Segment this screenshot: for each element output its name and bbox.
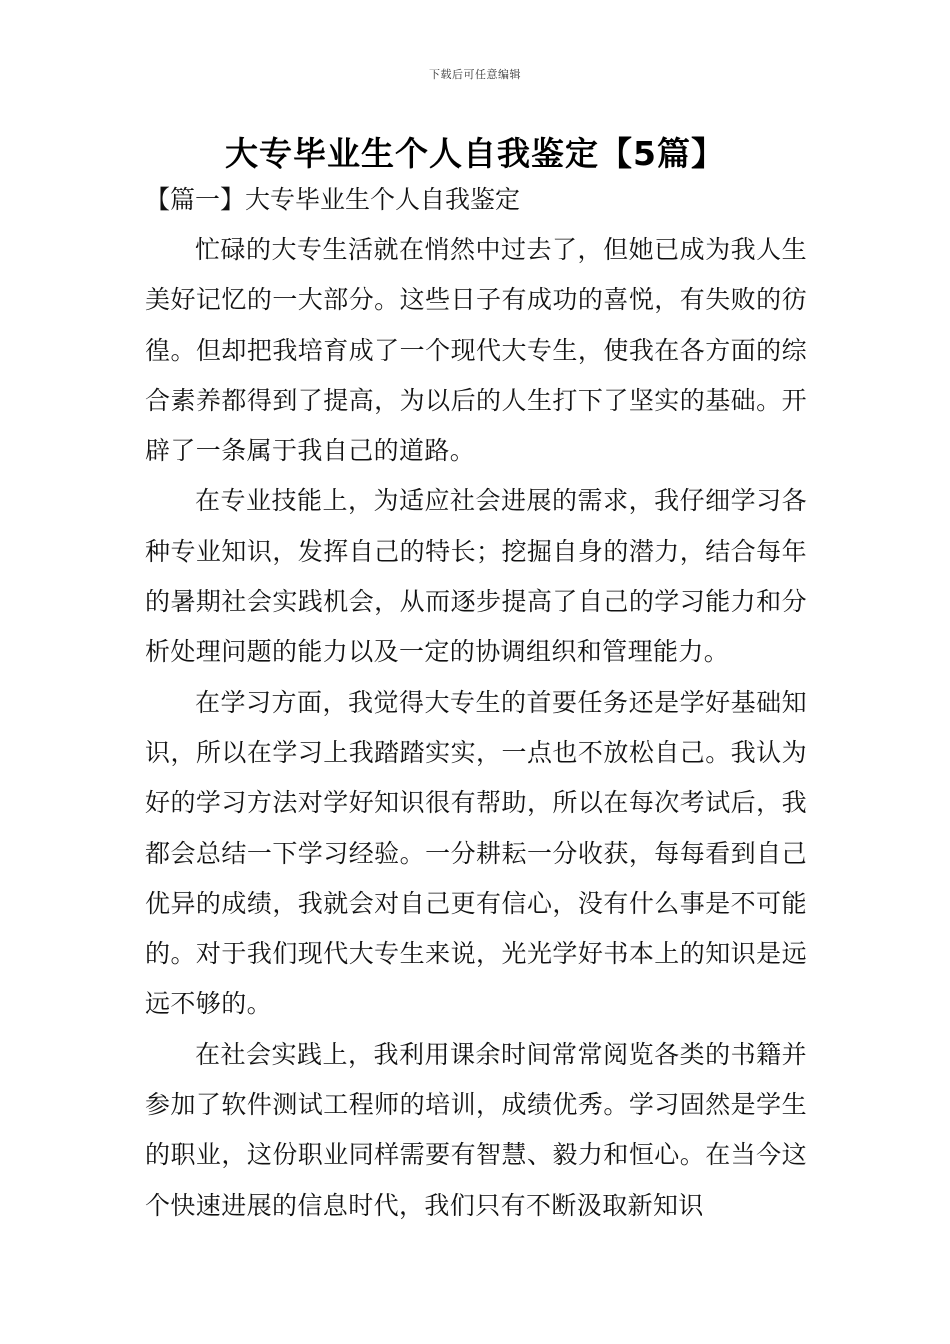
body-text (145, 225, 807, 1231)
paragraph: 在社会实践上，我利用课余时间常常阅览各类的书籍并参加了软件测试工程师的培训，成绩优秀。学习固然是学生的职业，这份职业同样需要有智慧、毅力和恒心。在当今这个快速进展的信息时代，我们只有不断汲取新知识 (145, 1039, 807, 1220)
header-note: 下载后可任意编辑 (429, 68, 521, 81)
paragraph: 在学习方面，我觉得大专生的首要任务还是学好基础知识，所以在学习上我踏踏实实，一点也不放松自己。我认为好的学习方法对学好知识很有帮助，所以在每次考试后，我都会总结一下学习经验。一分耕耘一分收获，每每看到自己优异的成绩，我就会对自己更有信心，没有什么事是不可能的。对于我们现代大专生来说，光光学好书本上的知识是远远不够的。 (145, 687, 807, 1019)
paragraph: 在专业技能上，为适应社会进展的需求，我仔细学习各种专业知识，发挥自己的特长；挖掘自身的潜力，结合每年的暑期社会实践机会，从而逐步提高了自己的学习能力和分析处理问题的能力以及一定的协调组织和管理能力。 (145, 486, 807, 667)
paragraph: 忙碌的大专生活就在悄然中过去了，但她已成为我人生美好记忆的一大部分。这些日子有成功的喜悦，有失败的彷徨。但却把我培育成了一个现代大专生，使我在各方面的综合素养都得到了提高，为以后的人生打下了坚实的基础。开辟了一条属于我自己的道路。 (145, 235, 807, 466)
section-heading: 【篇一】大专毕业生个人自我鉴定 (145, 185, 521, 214)
document-title: 大专毕业生个人自我鉴定【5篇】 (225, 134, 725, 173)
